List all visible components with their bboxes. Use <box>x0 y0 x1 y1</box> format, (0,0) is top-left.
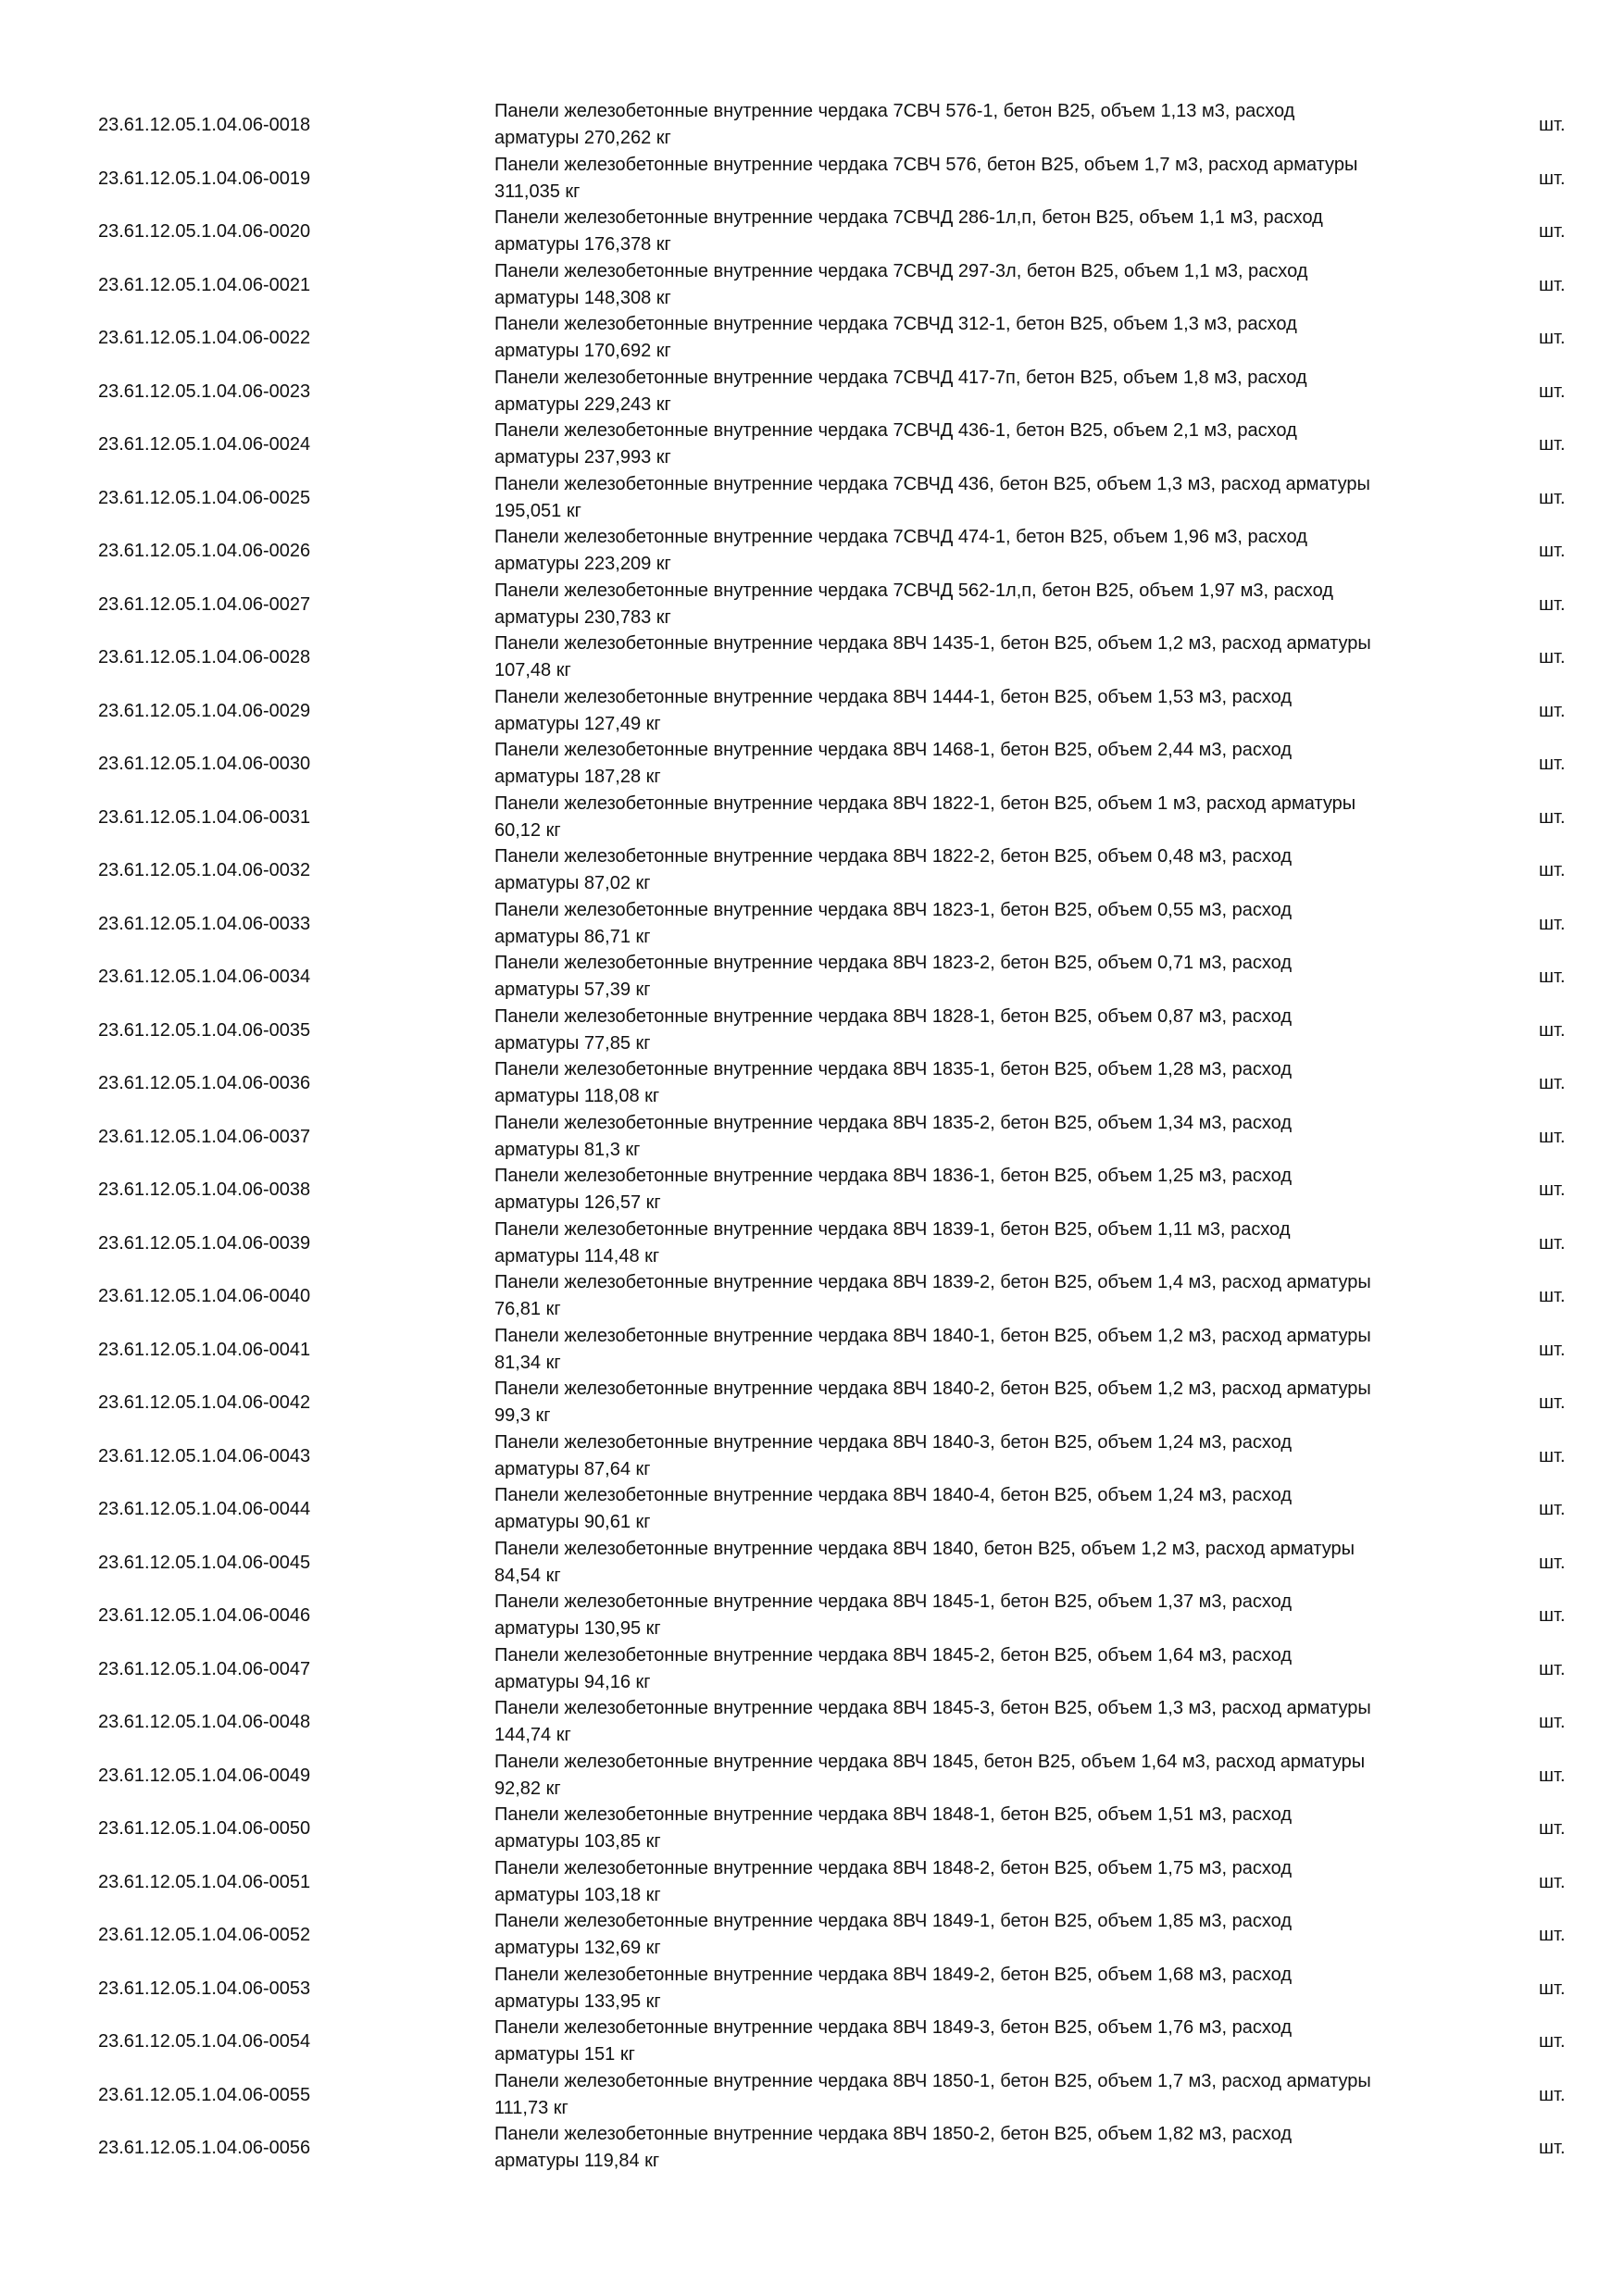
item-description <box>494 630 1467 684</box>
item-description <box>494 684 1467 738</box>
item-unit: шт. <box>1539 1445 1566 1466</box>
item-description <box>494 1589 1467 1642</box>
item-code: 23.61.12.05.1.04.06-0056 <box>98 2138 311 2158</box>
item-description <box>494 1908 1467 1962</box>
item-description <box>494 1163 1467 1217</box>
item-code: 23.61.12.05.1.04.06-0053 <box>98 1978 311 1999</box>
description-line-1: Панели железобетонные внутренние чердака 8ВЧ 1839-2, бетон В25, объем 1,4 м3, расход арматуры <box>494 1272 1371 1292</box>
description-line-1: Панели железобетонные внутренние чердака 8ВЧ 1823-1, бетон В25, объем 0,55 м3, расход <box>494 899 1293 920</box>
description-line-2: 81,34 кг <box>494 1352 561 1373</box>
item-code: 23.61.12.05.1.04.06-0055 <box>98 2084 311 2105</box>
item-description <box>494 98 1467 152</box>
item-description <box>494 1482 1467 1536</box>
item-description <box>494 1217 1467 1270</box>
item-code: 23.61.12.05.1.04.06-0041 <box>98 1339 311 1360</box>
table-row <box>0 1429 1624 1483</box>
item-code: 23.61.12.05.1.04.06-0019 <box>98 168 311 189</box>
item-code: 23.61.12.05.1.04.06-0037 <box>98 1126 311 1147</box>
item-unit: шт. <box>1539 1392 1566 1413</box>
item-unit: шт. <box>1539 274 1566 295</box>
description-line-1: Панели железобетонные внутренние чердака 8ВЧ 1840-4, бетон В25, объем 1,24 м3, расход <box>494 1485 1293 1505</box>
item-description <box>494 1695 1467 1749</box>
item-code: 23.61.12.05.1.04.06-0032 <box>98 860 311 880</box>
description-line-1: Панели железобетонные внутренние чердака 8ВЧ 1444-1, бетон В25, объем 1,53 м3, расход <box>494 686 1293 707</box>
item-description <box>494 365 1467 418</box>
item-code: 23.61.12.05.1.04.06-0031 <box>98 806 311 828</box>
description-line-2: арматуры 87,02 кг <box>494 873 651 893</box>
description-line-1: Панели железобетонные внутренние чердака 8ВЧ 1839-1, бетон В25, объем 1,11 м3, расход <box>494 1218 1291 1240</box>
item-unit: шт. <box>1539 2031 1566 2052</box>
description-line-2: арматуры 87,64 кг <box>494 1458 651 1479</box>
item-unit: шт. <box>1539 700 1566 721</box>
description-line-2: арматуры 130,95 кг <box>494 1618 661 1639</box>
item-description <box>494 524 1467 578</box>
description-line-1: Панели железобетонные внутренние чердака 8ВЧ 1828-1, бетон В25, объем 0,87 м3, расход <box>494 1005 1293 1027</box>
item-unit: шт. <box>1539 1286 1566 1306</box>
item-description <box>494 1056 1467 1110</box>
table-row <box>0 1695 1624 1749</box>
description-line-1: Панели железобетонные внутренние чердака 8ВЧ 1849-1, бетон В25, объем 1,85 м3, расход <box>494 1911 1293 1931</box>
item-description <box>494 897 1467 951</box>
description-line-1: Панели железобетонные внутренние чердака 8ВЧ 1849-3, бетон В25, объем 1,76 м3, расход <box>494 2017 1293 2038</box>
description-line-1: Панели железобетонные внутренние чердака 8ВЧ 1835-2, бетон В25, объем 1,34 м3, расход <box>494 1112 1293 1133</box>
description-line-2: арматуры 114,48 кг <box>494 1245 660 1267</box>
description-line-1: Панели железобетонные внутренние чердака 8ВЧ 1845, бетон В25, объем 1,64 м3, расход арматуры <box>494 1751 1366 1772</box>
description-line-2: арматуры 103,18 кг <box>494 1884 661 1905</box>
table-row <box>0 1536 1624 1590</box>
description-line-2: арматуры 118,08 кг <box>494 1086 660 1106</box>
item-description <box>494 1323 1467 1377</box>
table-row <box>0 1323 1624 1377</box>
description-line-2: арматуры 229,243 кг <box>494 393 671 415</box>
item-description <box>494 471 1467 525</box>
item-unit: шт. <box>1539 2138 1566 2158</box>
item-description <box>494 1855 1467 1909</box>
item-description <box>494 1749 1467 1803</box>
description-line-1: Панели железобетонные внутренние чердака 7СВЧД 562-1л,п, бетон В25, объем 1,97 м3, расход <box>494 580 1333 601</box>
item-unit: шт. <box>1539 1978 1566 1999</box>
table-row <box>0 1749 1624 1803</box>
item-unit: шт. <box>1539 1871 1566 1892</box>
description-line-1: Панели железобетонные внутренние чердака 8ВЧ 1850-1, бетон В25, объем 1,7 м3, расход арматуры <box>494 2070 1371 2091</box>
description-line-2: арматуры 133,95 кг <box>494 1990 661 2012</box>
item-code: 23.61.12.05.1.04.06-0033 <box>98 913 311 934</box>
item-description <box>494 2121 1467 2175</box>
description-line-1: Панели железобетонные внутренние чердака 8ВЧ 1435-1, бетон В25, объем 1,2 м3, расход арматуры <box>494 633 1371 654</box>
description-line-1: Панели железобетонные внутренние чердака 8ВЧ 1823-2, бетон В25, объем 0,71 м3, расход <box>494 953 1293 973</box>
description-line-2: 195,051 кг <box>494 500 581 521</box>
item-unit: шт. <box>1539 1339 1566 1360</box>
item-code: 23.61.12.05.1.04.06-0035 <box>98 1019 311 1041</box>
description-line-2: арматуры 270,262 кг <box>494 128 671 148</box>
description-line-1: Панели железобетонные внутренние чердака 7СВЧД 436, бетон В25, объем 1,3 м3, расход арматуры <box>494 473 1370 494</box>
item-unit: шт. <box>1539 967 1566 987</box>
table-row <box>0 365 1624 418</box>
item-code: 23.61.12.05.1.04.06-0050 <box>98 1818 311 1839</box>
item-code: 23.61.12.05.1.04.06-0044 <box>98 1499 311 1519</box>
description-line-1: Панели железобетонные внутренние чердака 8ВЧ 1840, бетон В25, объем 1,2 м3, расход арматуры <box>494 1538 1355 1559</box>
table-row <box>0 1163 1624 1217</box>
item-unit: шт. <box>1539 1712 1566 1732</box>
table-row <box>0 258 1624 312</box>
item-code: 23.61.12.05.1.04.06-0029 <box>98 700 311 721</box>
item-unit: шт. <box>1539 221 1566 242</box>
item-description <box>494 1802 1467 1855</box>
description-line-2: арматуры 230,783 кг <box>494 606 671 628</box>
table-row <box>0 1110 1624 1164</box>
description-line-2: арматуры 119,84 кг <box>494 2151 660 2171</box>
item-code: 23.61.12.05.1.04.06-0043 <box>98 1445 311 1466</box>
item-unit: шт. <box>1539 1818 1566 1839</box>
item-code: 23.61.12.05.1.04.06-0045 <box>98 1552 311 1573</box>
description-line-2: 60,12 кг <box>494 819 561 841</box>
item-code: 23.61.12.05.1.04.06-0028 <box>98 647 311 668</box>
item-description <box>494 1536 1467 1590</box>
description-line-2: арматуры 187,28 кг <box>494 767 661 787</box>
description-line-2: арматуры 151 кг <box>494 2044 635 2065</box>
description-line-2: арматуры 77,85 кг <box>494 1032 651 1054</box>
item-description <box>494 418 1467 471</box>
description-line-1: Панели железобетонные внутренние чердака 8ВЧ 1848-2, бетон В25, объем 1,75 м3, расход <box>494 1857 1293 1878</box>
item-code: 23.61.12.05.1.04.06-0020 <box>98 221 311 242</box>
item-unit: шт. <box>1539 1019 1566 1041</box>
description-line-1: Панели железобетонные внутренние чердака 7СВЧД 297-3л, бетон В25, объем 1,1 м3, расход <box>494 260 1308 281</box>
item-unit: шт. <box>1539 115 1566 135</box>
item-code: 23.61.12.05.1.04.06-0018 <box>98 115 311 135</box>
table-row <box>0 843 1624 897</box>
item-description <box>494 1429 1467 1483</box>
item-description <box>494 1004 1467 1057</box>
description-line-2: арматуры 127,49 кг <box>494 713 661 734</box>
description-line-1: Панели железобетонные внутренние чердака 7СВЧД 286-1л,п, бетон В25, объем 1,1 м3, расход <box>494 207 1323 228</box>
item-unit: шт. <box>1539 1126 1566 1147</box>
table-row <box>0 1802 1624 1855</box>
table-row <box>0 471 1624 525</box>
table-row <box>0 2121 1624 2175</box>
item-code: 23.61.12.05.1.04.06-0030 <box>98 754 311 774</box>
description-line-1: Панели железобетонные внутренние чердака 8ВЧ 1840-3, бетон В25, объем 1,24 м3, расход <box>494 1431 1293 1453</box>
table-row <box>0 791 1624 844</box>
item-description <box>494 950 1467 1004</box>
item-unit: шт. <box>1539 1499 1566 1519</box>
item-code: 23.61.12.05.1.04.06-0042 <box>98 1392 311 1413</box>
item-unit: шт. <box>1539 1179 1566 1200</box>
item-code: 23.61.12.05.1.04.06-0021 <box>98 274 311 295</box>
description-line-1: Панели железобетонные внутренние чердака 7СВЧ 576-1, бетон В25, объем 1,13 м3, расход <box>494 101 1295 121</box>
table-row <box>0 2068 1624 2122</box>
description-line-2: арматуры 132,69 кг <box>494 1938 661 1958</box>
item-code: 23.61.12.05.1.04.06-0038 <box>98 1179 311 1200</box>
table-row <box>0 578 1624 631</box>
description-line-1: Панели железобетонные внутренние чердака 8ВЧ 1840-1, бетон В25, объем 1,2 м3, расход арматуры <box>494 1325 1371 1346</box>
description-line-1: Панели железобетонные внутренние чердака 8ВЧ 1845-1, бетон В25, объем 1,37 м3, расход <box>494 1591 1293 1612</box>
item-description <box>494 1110 1467 1164</box>
description-line-2: 107,48 кг <box>494 660 571 680</box>
item-description <box>494 843 1467 897</box>
item-code: 23.61.12.05.1.04.06-0023 <box>98 381 311 402</box>
item-description <box>494 791 1467 844</box>
item-description <box>494 1269 1467 1323</box>
table-row <box>0 205 1624 258</box>
item-unit: шт. <box>1539 328 1566 348</box>
item-code: 23.61.12.05.1.04.06-0027 <box>98 593 311 615</box>
table-row <box>0 1269 1624 1323</box>
description-line-2: 92,82 кг <box>494 1778 561 1799</box>
item-description <box>494 2068 1467 2122</box>
description-line-2: 144,74 кг <box>494 1725 571 1745</box>
description-line-2: арматуры 103,85 кг <box>494 1831 661 1852</box>
description-line-1: Панели железобетонные внутренние чердака 8ВЧ 1822-1, бетон В25, объем 1 м3, расход арматуры <box>494 792 1356 814</box>
table-row <box>0 1962 1624 2015</box>
item-code: 23.61.12.05.1.04.06-0026 <box>98 541 311 561</box>
item-unit: шт. <box>1539 754 1566 774</box>
item-unit: шт. <box>1539 593 1566 615</box>
table-row <box>0 684 1624 738</box>
item-description <box>494 311 1467 365</box>
item-code: 23.61.12.05.1.04.06-0039 <box>98 1232 311 1254</box>
description-line-2: арматуры 237,993 кг <box>494 447 671 468</box>
description-line-2: арматуры 86,71 кг <box>494 926 651 947</box>
description-line-2: арматуры 81,3 кг <box>494 1139 641 1160</box>
item-unit: шт. <box>1539 168 1566 189</box>
description-line-2: 111,73 кг <box>494 2097 568 2118</box>
item-unit: шт. <box>1539 381 1566 402</box>
description-line-2: 99,3 кг <box>494 1405 551 1426</box>
description-line-1: Панели железобетонные внутренние чердака 8ВЧ 1849-2, бетон В25, объем 1,68 м3, расход <box>494 1964 1293 1985</box>
item-unit: шт. <box>1539 1552 1566 1573</box>
item-unit: шт. <box>1539 860 1566 880</box>
table-row <box>0 1589 1624 1642</box>
table-row <box>0 1855 1624 1909</box>
table-row <box>0 737 1624 791</box>
item-description <box>494 1962 1467 2015</box>
description-line-2: арматуры 223,209 кг <box>494 554 671 574</box>
description-line-1: Панели железобетонные внутренние чердака 7СВЧД 312-1, бетон В25, объем 1,3 м3, расход <box>494 314 1297 334</box>
item-description <box>494 1642 1467 1696</box>
description-line-2: 84,54 кг <box>494 1565 561 1586</box>
item-description <box>494 205 1467 258</box>
item-unit: шт. <box>1539 541 1566 561</box>
item-code: 23.61.12.05.1.04.06-0022 <box>98 328 311 348</box>
description-line-1: Панели железобетонные внутренние чердака 7СВЧД 417-7п, бетон В25, объем 1,8 м3, расход <box>494 367 1307 388</box>
item-code: 23.61.12.05.1.04.06-0047 <box>98 1658 311 1679</box>
item-unit: шт. <box>1539 434 1566 455</box>
item-code: 23.61.12.05.1.04.06-0024 <box>98 434 311 455</box>
item-code: 23.61.12.05.1.04.06-0046 <box>98 1605 311 1626</box>
description-line-2: арматуры 90,61 кг <box>494 1512 651 1532</box>
description-line-2: арматуры 170,692 кг <box>494 341 671 361</box>
table-row <box>0 2015 1624 2068</box>
description-line-1: Панели железобетонные внутренние чердака 7СВЧ 576, бетон В25, объем 1,7 м3, расход арматуры <box>494 154 1358 175</box>
table-row <box>0 950 1624 1004</box>
description-line-1: Панели железобетонные внутренние чердака 8ВЧ 1850-2, бетон В25, объем 1,82 м3, расход <box>494 2124 1293 2144</box>
item-description <box>494 578 1467 631</box>
item-description <box>494 2015 1467 2068</box>
item-code: 23.61.12.05.1.04.06-0025 <box>98 487 311 508</box>
table-row <box>0 1056 1624 1110</box>
item-code: 23.61.12.05.1.04.06-0036 <box>98 1073 311 1093</box>
item-unit: шт. <box>1539 487 1566 508</box>
description-line-1: Панели железобетонные внутренние чердака 7СВЧД 436-1, бетон В25, объем 2,1 м3, расход <box>494 420 1297 441</box>
description-line-1: Панели железобетонные внутренние чердака 8ВЧ 1835-1, бетон В25, объем 1,28 м3, расход <box>494 1059 1293 1079</box>
item-code: 23.61.12.05.1.04.06-0049 <box>98 1765 311 1786</box>
table-row <box>0 1482 1624 1536</box>
item-unit: шт. <box>1539 647 1566 668</box>
table-row <box>0 1376 1624 1429</box>
item-description <box>494 1376 1467 1429</box>
description-line-1: Панели железобетонные внутренние чердака 7СВЧД 474-1, бетон В25, объем 1,96 м3, расход <box>494 527 1307 547</box>
table-row <box>0 897 1624 951</box>
table-row <box>0 1217 1624 1270</box>
table-row <box>0 1642 1624 1696</box>
table-row <box>0 1908 1624 1962</box>
description-line-1: Панели железобетонные внутренние чердака 8ВЧ 1822-2, бетон В25, объем 0,48 м3, расход <box>494 846 1293 867</box>
item-code: 23.61.12.05.1.04.06-0052 <box>98 1925 311 1945</box>
item-unit: шт. <box>1539 1073 1566 1093</box>
description-line-2: 76,81 кг <box>494 1299 561 1319</box>
table-row <box>0 630 1624 684</box>
item-description <box>494 737 1467 791</box>
description-line-1: Панели железобетонные внутренние чердака 8ВЧ 1845-3, бетон В25, объем 1,3 м3, расход арматуры <box>494 1698 1371 1718</box>
description-line-2: арматуры 148,308 кг <box>494 287 671 308</box>
description-line-1: Панели железобетонные внутренние чердака 8ВЧ 1836-1, бетон В25, объем 1,25 м3, расход <box>494 1166 1293 1186</box>
item-code: 23.61.12.05.1.04.06-0040 <box>98 1286 311 1306</box>
item-unit: шт. <box>1539 913 1566 934</box>
item-unit: шт. <box>1539 806 1566 828</box>
description-line-2: арматуры 126,57 кг <box>494 1192 661 1213</box>
description-line-2: 311,035 кг <box>494 181 581 202</box>
description-line-1: Панели железобетонные внутренние чердака 8ВЧ 1845-2, бетон В25, объем 1,64 м3, расход <box>494 1644 1293 1666</box>
description-line-2: арматуры 57,39 кг <box>494 980 651 1000</box>
item-code: 23.61.12.05.1.04.06-0034 <box>98 967 311 987</box>
item-unit: шт. <box>1539 1765 1566 1786</box>
item-code: 23.61.12.05.1.04.06-0048 <box>98 1712 311 1732</box>
item-unit: шт. <box>1539 1232 1566 1254</box>
item-unit: шт. <box>1539 1605 1566 1626</box>
description-line-1: Панели железобетонные внутренние чердака 8ВЧ 1840-2, бетон В25, объем 1,2 м3, расход арматуры <box>494 1379 1371 1399</box>
item-description <box>494 152 1467 206</box>
description-line-2: арматуры 94,16 кг <box>494 1671 651 1692</box>
item-description <box>494 258 1467 312</box>
description-line-2: арматуры 176,378 кг <box>494 234 671 255</box>
table-row <box>0 418 1624 471</box>
table-row <box>0 1004 1624 1057</box>
table-row <box>0 152 1624 206</box>
table-row <box>0 98 1624 152</box>
description-line-1: Панели железобетонные внутренние чердака 8ВЧ 1468-1, бетон В25, объем 2,44 м3, расход <box>494 740 1293 760</box>
item-code: 23.61.12.05.1.04.06-0051 <box>98 1871 311 1892</box>
item-unit: шт. <box>1539 1658 1566 1679</box>
table-row <box>0 311 1624 365</box>
item-code: 23.61.12.05.1.04.06-0054 <box>98 2031 311 2052</box>
item-unit: шт. <box>1539 2084 1566 2105</box>
table-row <box>0 524 1624 578</box>
item-unit: шт. <box>1539 1925 1566 1945</box>
description-line-1: Панели железобетонные внутренние чердака 8ВЧ 1848-1, бетон В25, объем 1,51 м3, расход <box>494 1804 1293 1825</box>
